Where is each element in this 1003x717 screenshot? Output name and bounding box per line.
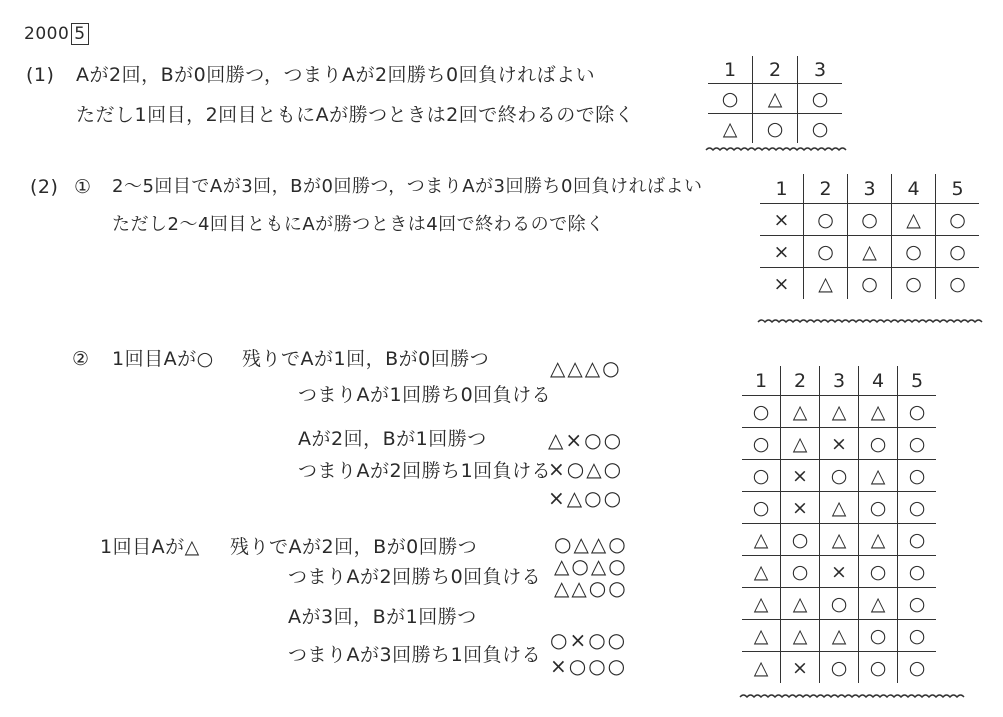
caseA-g2-line2: つまりAが2回勝ち1回負ける <box>298 460 552 482</box>
caseA-g1-line1: 残りでAが1回，Bが0回勝つ <box>242 348 490 370</box>
table-cell: × <box>820 556 859 588</box>
table-cell: ○ <box>820 588 859 620</box>
table-cell: △ <box>708 114 753 144</box>
table-row <box>742 556 936 588</box>
table-row <box>742 396 936 428</box>
caseA-g1-line2: つまりAが1回勝ち0回負ける <box>298 384 552 406</box>
caseA-g1-pattern: △△△○ <box>550 356 622 380</box>
table-cell: △ <box>820 396 859 428</box>
table-cell: △ <box>742 524 781 556</box>
table-cell: ○ <box>752 400 770 423</box>
table-cell: △ <box>859 396 898 428</box>
table-row <box>708 84 842 114</box>
table-row <box>708 114 842 144</box>
table-cell: × <box>760 268 804 300</box>
table-row <box>742 524 936 556</box>
column-header: 1 <box>708 56 753 84</box>
part1-label: (1) <box>26 64 55 86</box>
caseB-g2-pattern: ×○○○ <box>550 654 628 678</box>
table-cell: △ <box>859 460 898 492</box>
table-cell: ○ <box>898 460 937 492</box>
table-cell: △ <box>781 620 820 652</box>
year-label: 2000 <box>24 24 70 44</box>
table-cell: × <box>760 236 804 268</box>
table-cell: ○ <box>781 524 820 556</box>
part2-sub1-line2: ただし2〜4回目ともにAが勝つときは4回で終わるので除く <box>112 214 605 235</box>
caseB-g1-pattern: △△○○ <box>554 576 628 600</box>
table-row <box>742 460 936 492</box>
table-cell: × <box>781 652 820 684</box>
table-cell: △ <box>781 428 820 460</box>
caseA-heading: 1回目Aが○ <box>112 348 214 370</box>
column-header: 5 <box>936 174 980 204</box>
caseA-g2-pattern: ×△○○ <box>548 486 624 510</box>
table-cell: △ <box>820 524 859 556</box>
table-row <box>760 236 979 268</box>
table-cell: ○ <box>804 236 848 268</box>
problem-header <box>24 26 89 43</box>
table-row <box>742 492 936 524</box>
part2-sub1-line1: 2〜5回目でAが3回，Bが0回勝つ，つまりAが3回勝ち0回負ければよい <box>112 176 703 197</box>
table-cell: ○ <box>892 268 936 300</box>
table-cell: × <box>781 460 820 492</box>
column-header: 4 <box>859 366 898 396</box>
table-cell: ○ <box>859 428 898 460</box>
table-cell: △ <box>820 492 859 524</box>
column-header: 1 <box>760 174 804 204</box>
column-header: 4 <box>892 174 936 204</box>
wavy-line <box>740 695 964 697</box>
wavy-line <box>706 148 846 150</box>
table-cell: △ <box>781 396 820 428</box>
table-cell: ○ <box>936 268 980 300</box>
table-cell: △ <box>859 524 898 556</box>
table-cell: △ <box>742 652 781 684</box>
caseB-g1-pattern: △○△○ <box>554 554 628 578</box>
table-cell: △ <box>892 204 936 236</box>
table-cell: ○ <box>721 87 739 110</box>
table-cell: ○ <box>804 204 848 236</box>
table-cell: × <box>773 208 790 231</box>
table-cell: ○ <box>859 652 898 684</box>
table-cell: ○ <box>742 460 781 492</box>
table-row <box>742 428 936 460</box>
table-cell: ○ <box>798 84 843 114</box>
caseB-g1-pattern: ○△△○ <box>554 532 628 556</box>
table-cell: ○ <box>898 620 937 652</box>
table-cell: △ <box>753 84 798 114</box>
part2-label: (2) <box>30 176 59 198</box>
table-cell: ○ <box>781 556 820 588</box>
table-row <box>742 620 936 652</box>
table-cell: × <box>820 428 859 460</box>
column-header: 2 <box>753 56 798 84</box>
column-header: 3 <box>798 56 843 84</box>
table-cell: ○ <box>859 556 898 588</box>
table-cell: ○ <box>898 396 937 428</box>
part1-line2: ただし1回目，2回目ともにAが勝つときは2回で終わるので除く <box>76 104 635 126</box>
caseB-heading: 1回目Aが△ <box>100 536 200 558</box>
caseB-g1-line1: 残りでAが2回，Bが0回勝つ <box>230 536 478 558</box>
table-cell: ○ <box>820 652 859 684</box>
table-cell: ○ <box>898 556 937 588</box>
column-header: 3 <box>820 366 859 396</box>
caseA-g2-line1: Aが2回，Bが1回勝つ <box>298 428 487 450</box>
column-header: 5 <box>898 366 937 396</box>
table-cell: ○ <box>898 652 937 684</box>
table-cell: ○ <box>848 268 892 300</box>
table-cell: ○ <box>898 492 937 524</box>
wavy-line <box>758 320 982 322</box>
table-cell: ○ <box>892 236 936 268</box>
caseB-g2-line1: Aが3回，Bが1回勝つ <box>288 606 477 628</box>
column-header: 2 <box>804 174 848 204</box>
column-header: 2 <box>781 366 820 396</box>
caseA-g2-pattern: △×○○ <box>548 428 624 452</box>
table-cell: ○ <box>820 460 859 492</box>
table-cell: ○ <box>936 204 980 236</box>
table-cell: ○ <box>898 524 937 556</box>
table-cell: ○ <box>898 588 937 620</box>
part2-sub2-table-wavy-underline <box>740 692 964 702</box>
table-row <box>760 204 979 236</box>
part2-sub2-label: ② <box>72 348 90 370</box>
part1-table <box>708 56 842 143</box>
column-header: 3 <box>848 174 892 204</box>
table-cell: × <box>781 492 820 524</box>
part2-sub1-table-wavy-underline <box>758 317 984 327</box>
part2-sub1-label: ① <box>74 176 92 198</box>
table-cell: △ <box>820 620 859 652</box>
caseA-g2-pattern: ×○△○ <box>548 457 624 481</box>
table-cell: ○ <box>798 114 843 144</box>
table-cell: △ <box>742 588 781 620</box>
caseB-g1-line2: つまりAが2回勝ち0回負ける <box>288 566 542 588</box>
table-cell: △ <box>859 588 898 620</box>
part1-table-wavy-underline <box>706 145 850 155</box>
caseB-g2-line2: つまりAが3回勝ち1回負ける <box>288 644 542 666</box>
table-cell: △ <box>742 620 781 652</box>
table-row <box>742 652 936 684</box>
table-cell: ○ <box>848 204 892 236</box>
table-cell: ○ <box>936 236 980 268</box>
table-row <box>742 588 936 620</box>
table-cell: ○ <box>859 492 898 524</box>
table-cell: ○ <box>742 428 781 460</box>
caseB-g2-pattern: ○×○○ <box>550 628 628 652</box>
table-cell: ○ <box>859 620 898 652</box>
table-cell: △ <box>804 268 848 300</box>
column-header: 1 <box>742 366 781 396</box>
table-cell: △ <box>848 236 892 268</box>
table-cell: △ <box>781 588 820 620</box>
part1-line1: Aが2回，Bが0回勝つ，つまりAが2回勝ち0回負ければよい <box>76 64 596 86</box>
part2-sub1-table <box>760 174 979 299</box>
table-cell: △ <box>742 556 781 588</box>
table-cell: ○ <box>742 492 781 524</box>
table-cell: ○ <box>753 114 798 144</box>
table-row <box>760 268 979 300</box>
part2-sub2-table <box>742 366 936 683</box>
problem-number: 5 <box>71 23 88 45</box>
table-cell: ○ <box>898 428 937 460</box>
